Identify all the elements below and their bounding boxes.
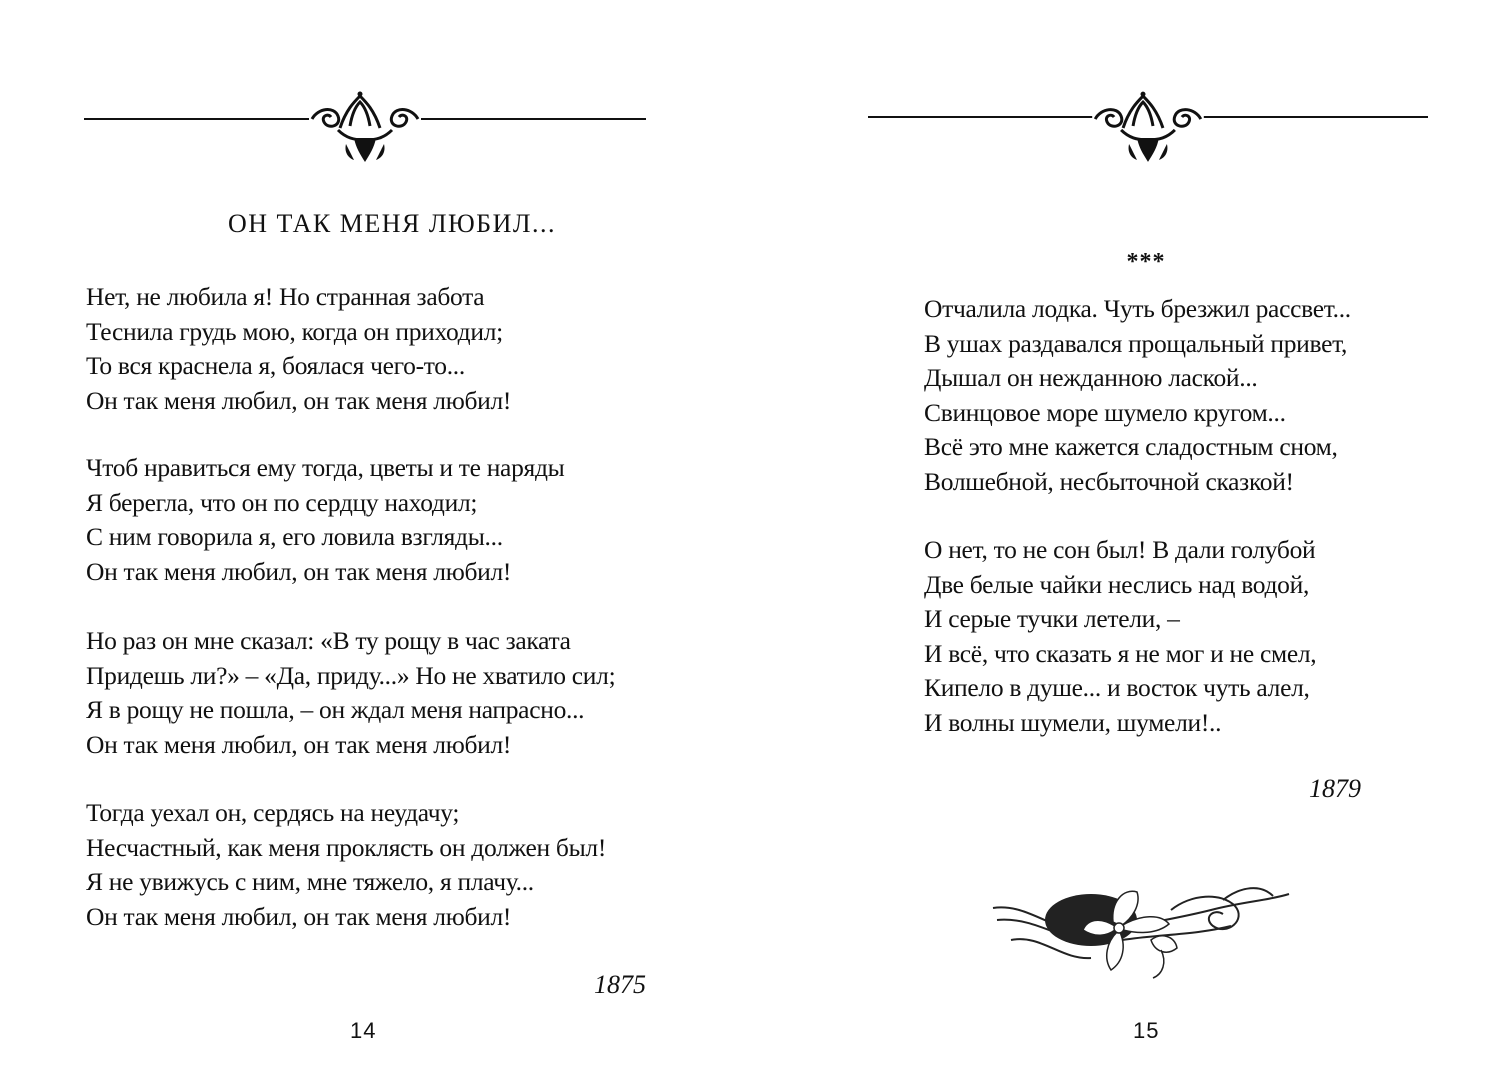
verse-line: Он так меня любил, он так меня любил! <box>86 729 512 759</box>
floral-vignette-icon <box>991 880 1291 980</box>
stanza <box>86 796 606 934</box>
poem-title: ОН ТАК МЕНЯ ЛЮБИЛ... <box>227 209 557 238</box>
verse-line: Нет, не любила я! Но странная забота <box>86 282 485 311</box>
verse-line: Дышал он нежданною лаской... <box>924 363 1258 392</box>
stanza <box>86 624 615 762</box>
section-separator: *** <box>1126 249 1166 275</box>
poem-year: 1875 <box>594 970 646 999</box>
verse-line: Он так меня любил, он так меня любил! <box>86 901 512 931</box>
verse-line: С ним говорила я, его ловила взгляды... <box>86 522 503 551</box>
verse-line: Всё это мне кажется сладостным сном, <box>924 432 1338 461</box>
verse-line: Свинцовое море шумело кругом... <box>924 397 1286 427</box>
verse-line: И серые тучки летели, – <box>924 604 1180 633</box>
verse-line: Кипело в душе... и восток чуть алел, <box>924 673 1310 702</box>
verse-line: Тогда уехал он, сердясь на неудачу; <box>86 798 460 827</box>
verse-line: Он так меня любил, он так меня любил! <box>86 556 512 586</box>
stanza <box>86 280 511 418</box>
stanza <box>924 533 1316 740</box>
verse-line: Я не увижусь с ним, мне тяжело, я плачу... <box>86 867 534 896</box>
verse-line: Волшебной, несбыточной сказкой! <box>924 466 1294 496</box>
stanza <box>86 451 564 589</box>
stanza <box>924 292 1351 499</box>
verse-line: То вся краснела я, боялася чего-то... <box>86 351 465 380</box>
verse-line: Я берегла, что он по сердцу находил; <box>86 487 478 517</box>
verse-line: Я в рощу не пошла, – он ждал меня напрасно... <box>86 695 585 724</box>
verse-line: О нет, то не сон был! В дали голубой <box>924 535 1316 564</box>
page-number: 14 <box>350 1018 377 1043</box>
verse-line: Теснила грудь мою, когда он приходил; <box>86 316 503 346</box>
verse-line: Но раз он мне сказал: «В ту рощу в час заката <box>86 626 571 655</box>
verse-line: Чтоб нравиться ему тогда, цветы и те наряды <box>86 453 565 482</box>
verse-line: Отчалила лодка. Чуть брезжил рассвет... <box>924 294 1351 323</box>
verse-line: В ушах раздавался прощальный привет, <box>924 328 1348 358</box>
page-number: 15 <box>1133 1018 1160 1043</box>
verse-line: Несчастный, как меня проклясть он должен был! <box>86 832 607 862</box>
verse-line: Он так меня любил, он так меня любил! <box>86 385 512 415</box>
right-page <box>751 0 1502 1080</box>
verse-line: Две белые чайки неслись над водой, <box>924 569 1310 599</box>
scroll-ornament-icon <box>868 88 1428 168</box>
scroll-ornament-icon <box>84 88 646 168</box>
poem-year: 1879 <box>1309 774 1361 803</box>
verse-line: И волны шумели, шумели!.. <box>924 707 1222 737</box>
verse-line: И всё, что сказать я не мог и не смел, <box>924 638 1317 668</box>
verse-line: Придешь ли?» – «Да, приду...» Но не хватило сил; <box>86 660 616 690</box>
